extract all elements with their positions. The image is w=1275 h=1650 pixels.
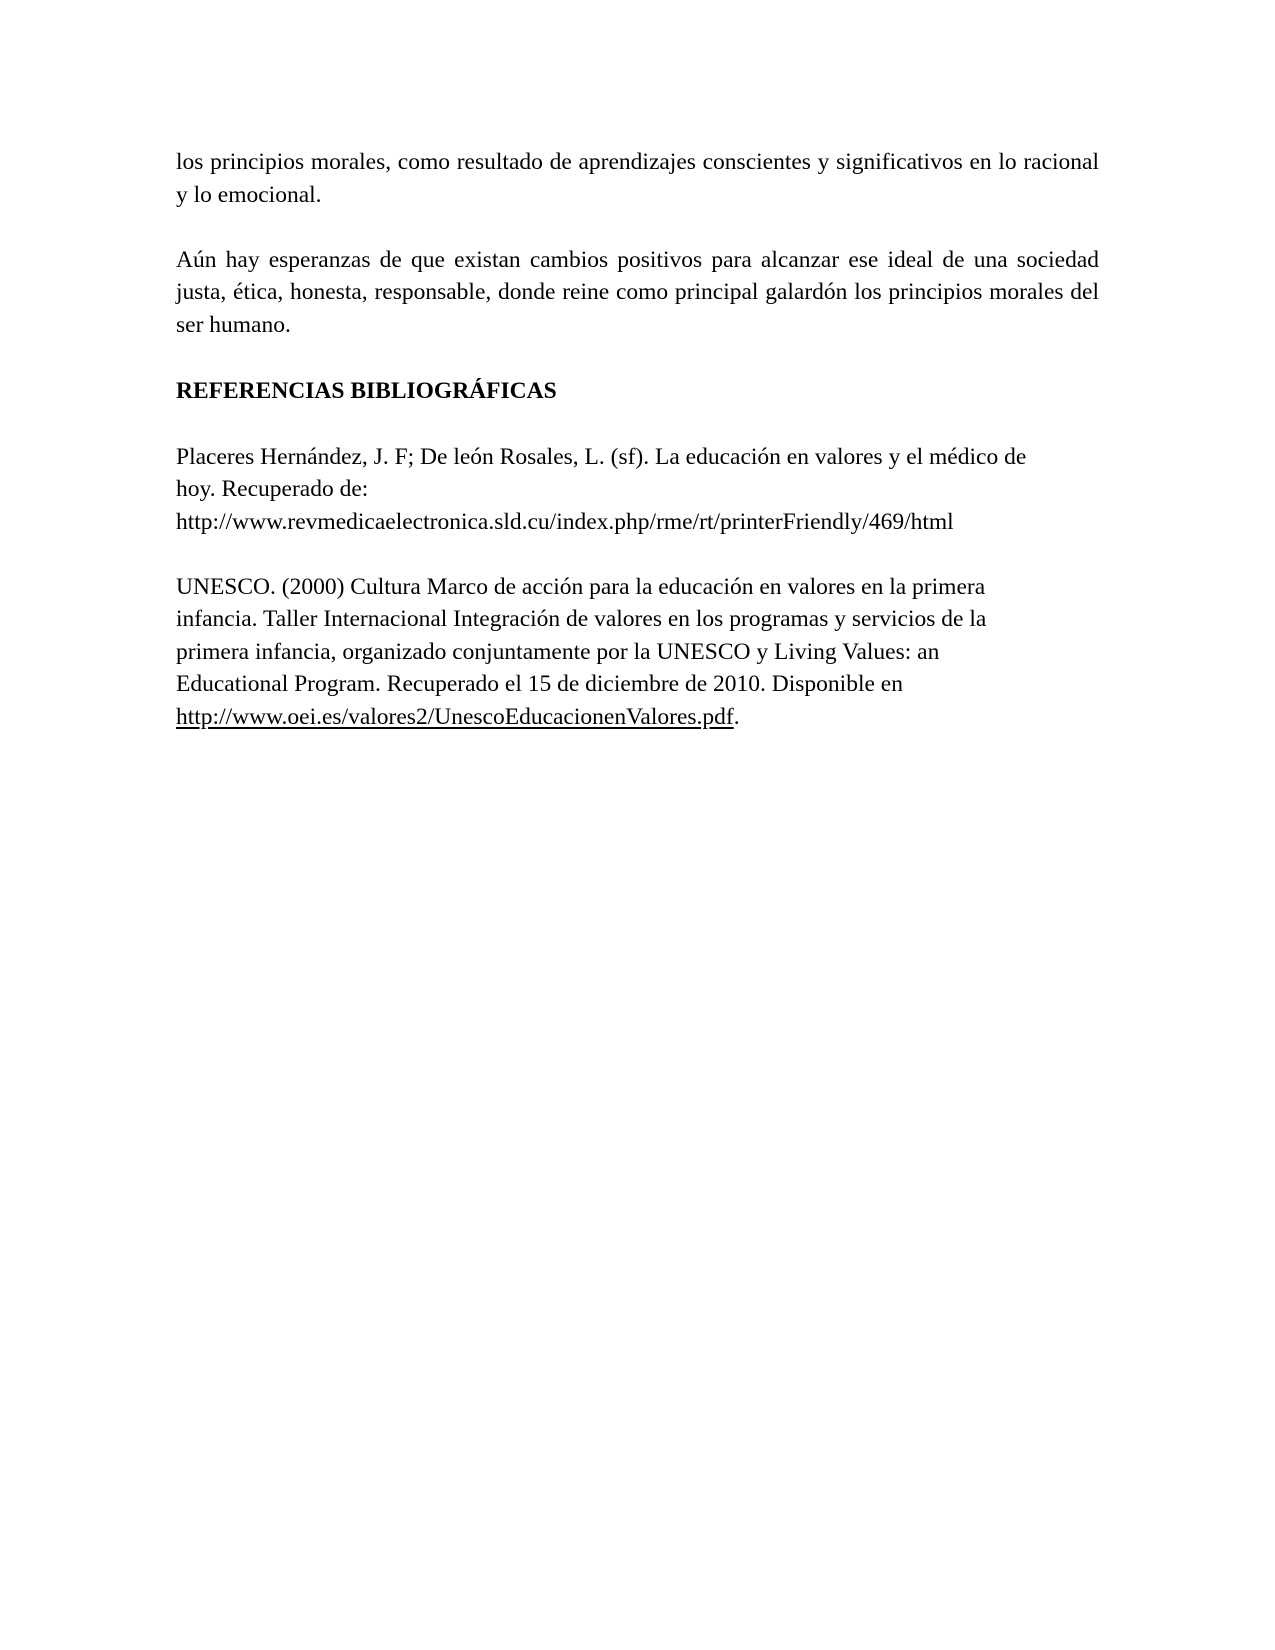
reference-1-line-1: Placeres Hernández, J. F; De león Rosales, L. (sf). La educación en valores y el médico de: [176, 443, 1027, 470]
reference-2-line-4: Educational Program. Recuperado el 15 de diciembre de 2010. Disponible en: [176, 671, 903, 697]
body-paragraph-2: Aún hay esperanzas de que existan cambios positivos para alcanzar ese ideal de una sociedad justa, ética, honesta, responsable, donde reine como principal galardón los principios morales del ser humano.: [176, 246, 1099, 338]
reference-2-link[interactable]: http://www.oei.es/valores2/UnescoEducacionenValores.pdf: [176, 703, 734, 730]
references-heading: REFERENCIAS BIBLIOGRÁFICAS: [176, 378, 557, 404]
reference-2-link-suffix: .: [733, 703, 740, 730]
reference-2-line-3: primera infancia, organizado conjuntamente por la UNESCO y Living Values: an: [176, 638, 940, 665]
reference-2-line-1: UNESCO. (2000) Cultura Marco de acción para la educación en valores en la primera: [176, 573, 986, 600]
reference-1-line-2: hoy. Recuperado de:: [176, 476, 369, 502]
reference-entry-1: [176, 441, 1099, 539]
reference-1-url: http://www.revmedicaelectronica.sld.cu/index.php/rme/rt/printerFriendly/469/html: [176, 508, 954, 535]
reference-2-line-2: infancia. Taller Internacional Integración de valores en los programas y servicios de la: [176, 606, 987, 632]
body-paragraph-1: los principios morales, como resultado de aprendizajes conscientes y significativos en lo racional y lo emocional.: [176, 149, 1099, 208]
references-list: [176, 441, 1099, 734]
reference-2-link-line: [176, 701, 1099, 734]
page-content: [176, 146, 1099, 733]
reference-entry-2: [176, 571, 1099, 734]
